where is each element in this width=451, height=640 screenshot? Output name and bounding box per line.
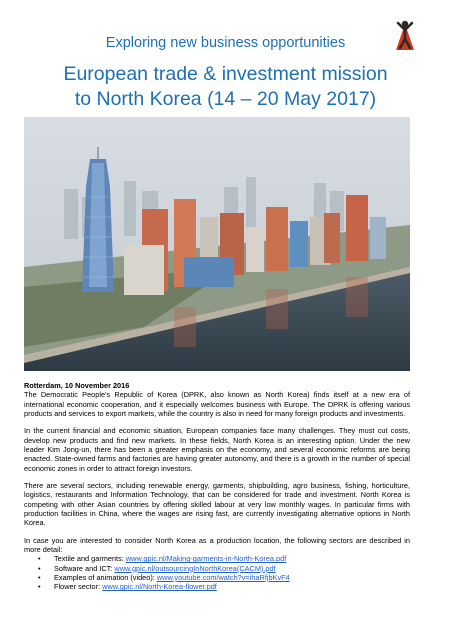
intro-paragraph xyxy=(24,381,410,418)
sector-link[interactable]: www.youtube.com/watch?v=ihaRfjbKvF4 xyxy=(156,572,290,582)
paragraph-4: In case you are interested to consider North Korea as a production location, the following sectors are described in more detail: xyxy=(24,535,410,555)
list-item xyxy=(54,582,410,591)
title-line-1: European trade & investment mission xyxy=(63,63,388,85)
sector-label: Flower sector: xyxy=(54,582,103,592)
sector-link[interactable]: www.gpic.nl/North-Korea-flower.pdf xyxy=(102,582,217,592)
paragraph-1: The Democratic People’s Republic of Korea (DPRK, also known as North Korea) finds itself at a new era of international economic cooperation, and it especially welcomes business with Europe. The DPRK is offering various products and services to export markets, while the country is also in need for many foreign products and investments. xyxy=(24,390,410,418)
dateline: Rotterdam, 10 November 2016 xyxy=(24,381,130,390)
list-item xyxy=(54,564,410,573)
kicker-heading: Exploring new business opportunities xyxy=(105,35,346,51)
sector-link[interactable]: www.gpic.nl/outsourcingInNorthKorea(CACM).pdf xyxy=(114,563,276,573)
paragraph-2: In the current financial and economic situation, European companies face many challenges. They must cut costs, develop new products and find new markets. In these fields, North Korea is an interesting option. Under the new leader Kim Jong-un, there has been a greater emphasis on the economy, and several economic reforms are being enacted. State-owned farms and factories are having greater autonomy, and there is a growth in the number of special economic zones in order to attract foreign investors. xyxy=(24,426,410,473)
sector-link[interactable]: www.gpic.nl/Making-garments-in-North-Korea.pdf xyxy=(125,554,287,564)
page-title xyxy=(0,62,451,112)
list-item xyxy=(54,573,410,582)
sector-list xyxy=(24,554,410,591)
article-body xyxy=(24,381,410,592)
list-item xyxy=(54,554,410,563)
pyongyang-skyline-photo xyxy=(24,117,410,371)
paragraph-3: There are several sectors, including renewable energy, garments, shipbuilding, agro business, fishing, horticulture, logistics, restaurants and Information Technology, that can be considered for trade and investment. North Korea is competing with other Asian countries by offering skilled labour at very low monthly wages. In particular firms with production facilities in China, where the wages are rising fast, are currently investigating alternative options in North Korea. xyxy=(24,481,410,528)
title-line-2: to North Korea (14 – 20 May 2017) xyxy=(74,88,377,110)
sector-label: Software and ICT: xyxy=(54,563,115,573)
sector-label: Examples of animation (video): xyxy=(54,572,157,582)
sector-label: Textile and garments: xyxy=(54,554,126,564)
